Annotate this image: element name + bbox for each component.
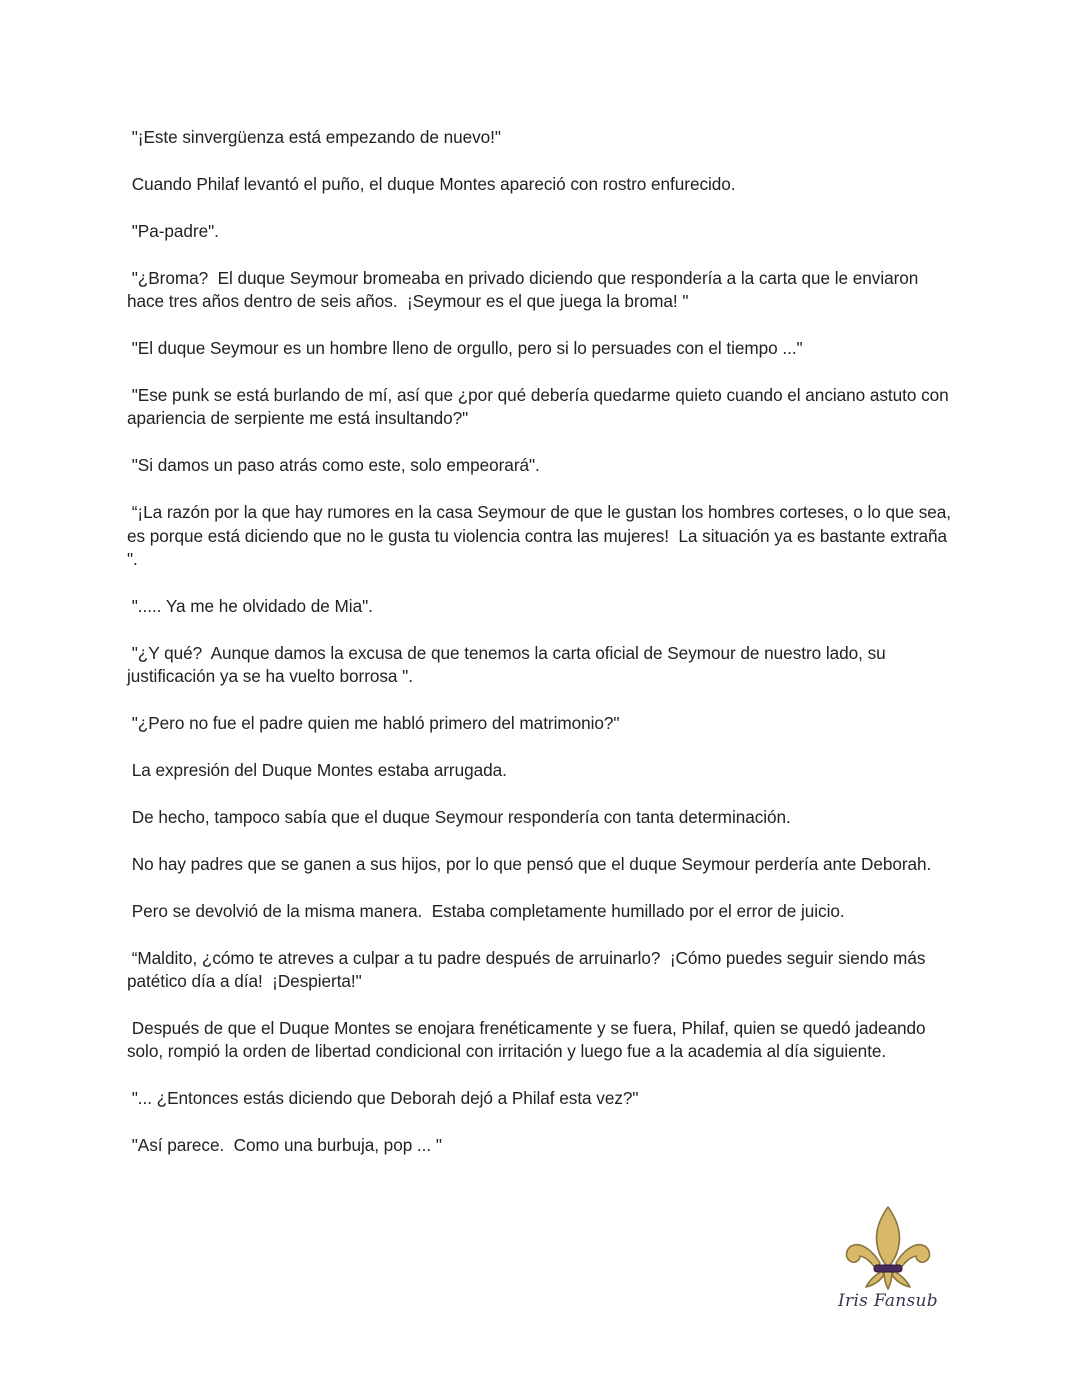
paragraph: "Así parece. Como una burbuja, pop ... " <box>127 1135 442 1156</box>
text-body <box>127 126 957 1181</box>
fleur-de-lis-icon <box>844 1205 932 1291</box>
paragraph: No hay padres que se ganen a sus hijos, por lo que pensó que el duque Seymour perdería ante Deborah. <box>127 853 932 874</box>
iris-fansub-logo <box>838 1205 938 1317</box>
paragraph: "¿Y qué? Aunque damos la excusa de que tenemos la carta oficial de Seymour de nuestro lado, su justificación ya se ha vuelto borrosa ". <box>127 642 891 687</box>
paragraph: "..... Ya me he olvidado de Mia". <box>127 595 373 616</box>
paragraph: "Si damos un paso atrás como este, solo empeorará". <box>127 455 540 476</box>
paragraph: Pero se devolvió de la misma manera. Estaba completamente humillado por el error de juicio. <box>127 900 845 921</box>
paragraph: De hecho, tampoco sabía que el duque Seymour respondería con tanta determinación. <box>127 806 791 827</box>
paragraph: “¡La razón por la que hay rumores en la casa Seymour de que le gustan los hombres corteses, o lo que sea, es porque está diciendo que no le gusta tu violencia contra las mujeres! La situación ya es bastante extraña ". <box>127 502 956 569</box>
paragraph: Cuando Philaf levantó el puño, el duque Montes apareció con rostro enfurecido. <box>127 173 736 194</box>
paragraph: "El duque Seymour es un hombre lleno de orgullo, pero si lo persuades con el tiempo ..." <box>127 338 803 359</box>
paragraph: "¿Broma? El duque Seymour bromeaba en privado diciendo que respondería a la carta que le enviaron hace tres años dentro de seis años. ¡Seymour es el que juega la broma! " <box>127 267 924 312</box>
paragraph: Después de que el Duque Montes se enojara frenéticamente y se fuera, Philaf, quien se quedó jadeando solo, rompió la orden de libertad condicional con irritación y luego fue a la academia al día siguiente. <box>127 1017 931 1062</box>
paragraph: La expresión del Duque Montes estaba arrugada. <box>127 760 507 780</box>
paragraph: "¿Pero no fue el padre quien me habló primero del matrimonio?" <box>127 713 620 734</box>
paragraph: "Pa-padre". <box>127 220 219 241</box>
paragraph: "¡Este sinvergüenza está empezando de nuevo!" <box>127 127 501 147</box>
paragraph: "Ese punk se está burlando de mí, así que ¿por qué debería quedarme quieto cuando el anciano astuto con apariencia de serpiente me está insultando?" <box>127 384 954 429</box>
paragraph: “Maldito, ¿cómo te atreves a culpar a tu padre después de arruinarlo? ¡Cómo puedes seguir siendo más patético día a día! ¡Despierta!" <box>127 947 931 992</box>
paragraph: "... ¿Entonces estás diciendo que Deborah dejó a Philaf esta vez?" <box>127 1088 639 1109</box>
logo-text: Iris Fansub <box>838 1291 938 1311</box>
